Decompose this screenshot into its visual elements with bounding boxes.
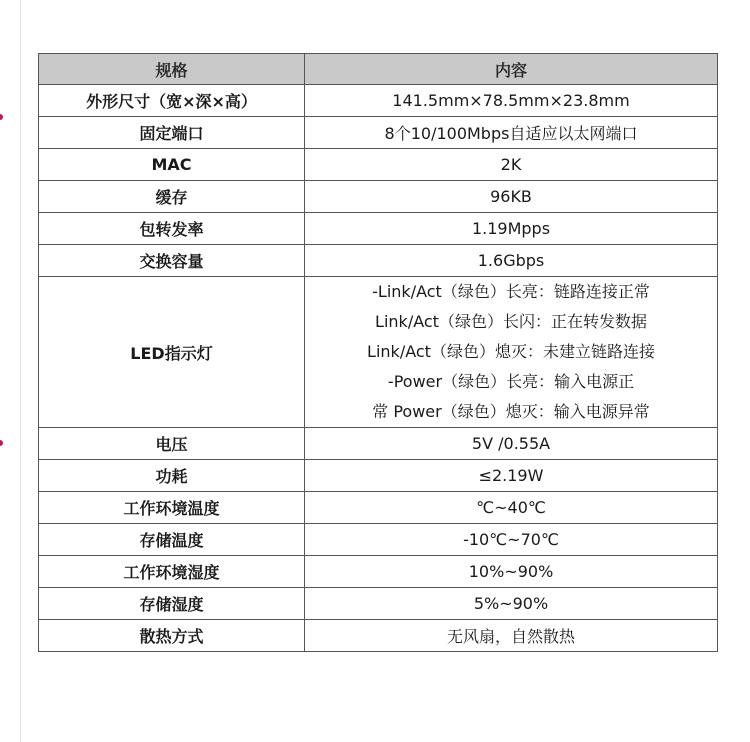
table-row [39, 149, 718, 181]
row-label-storage-temp: 存储温度 [39, 524, 305, 556]
row-value-operating-humidity: 10%~90% [305, 556, 718, 588]
led-description-line: 常 Power（绿色）熄灭：输入电源异常 [372, 402, 650, 421]
led-description-line: -Power（绿色）长亮：输入电源正 [387, 372, 635, 391]
row-label-voltage: 电压 [39, 428, 305, 460]
table-row [39, 620, 718, 652]
table-row [39, 460, 718, 492]
row-label-ports: 固定端口 [39, 117, 305, 149]
header-content: 内容 [305, 54, 718, 85]
table-row [39, 245, 718, 277]
table-row [39, 588, 718, 620]
row-label-storage-humidity: 存储湿度 [39, 588, 305, 620]
row-value-switching-capacity: 1.6Gbps [305, 245, 718, 277]
table-row [39, 492, 718, 524]
table-row [39, 213, 718, 245]
row-label-forwarding-rate: 包转发率 [39, 213, 305, 245]
row-value-ports: 8个10/100Mbps自适应以太网端口 [305, 117, 718, 149]
row-label-mac: MAC [39, 149, 305, 181]
row-value-dimensions: 141.5mm×78.5mm×23.8mm [305, 85, 718, 117]
led-description-line: Link/Act（绿色）熄灭：未建立链路连接 [367, 342, 655, 361]
row-value-operating-temp: ℃~40℃ [305, 492, 718, 524]
row-label-dimensions: 外形尺寸（宽×深×高） [39, 85, 305, 117]
row-value-storage-humidity: 5%~90% [305, 588, 718, 620]
row-label-operating-temp: 工作环境温度 [39, 492, 305, 524]
row-value-cooling: 无风扇，自然散热 [305, 620, 718, 652]
table-row [39, 117, 718, 149]
table-row [39, 556, 718, 588]
row-value-buffer: 96KB [305, 181, 718, 213]
row-label-led: LED指示灯 [39, 277, 305, 428]
row-value-power: ≤2.19W [305, 460, 718, 492]
led-description-line: Link/Act（绿色）长闪：正在转发数据 [375, 312, 647, 331]
row-value-forwarding-rate: 1.19Mpps [305, 213, 718, 245]
table-row [39, 428, 718, 460]
row-label-power: 功耗 [39, 460, 305, 492]
row-value-led [305, 277, 718, 428]
row-label-operating-humidity: 工作环境湿度 [39, 556, 305, 588]
header-spec: 规格 [39, 54, 305, 85]
row-value-mac: 2K [305, 149, 718, 181]
left-border-line [0, 0, 21, 742]
table-header-row [39, 54, 718, 85]
table-row [39, 524, 718, 556]
table-row [39, 277, 718, 428]
row-label-switching-capacity: 交换容量 [39, 245, 305, 277]
table-row [39, 85, 718, 117]
row-label-cooling: 散热方式 [39, 620, 305, 652]
row-value-voltage: 5V /0.55A [305, 428, 718, 460]
row-label-buffer: 缓存 [39, 181, 305, 213]
table-row [39, 181, 718, 213]
row-value-storage-temp: -10℃~70℃ [305, 524, 718, 556]
spec-table [38, 53, 718, 652]
led-description-line: -Link/Act（绿色）长亮：链路连接正常 [372, 282, 650, 301]
